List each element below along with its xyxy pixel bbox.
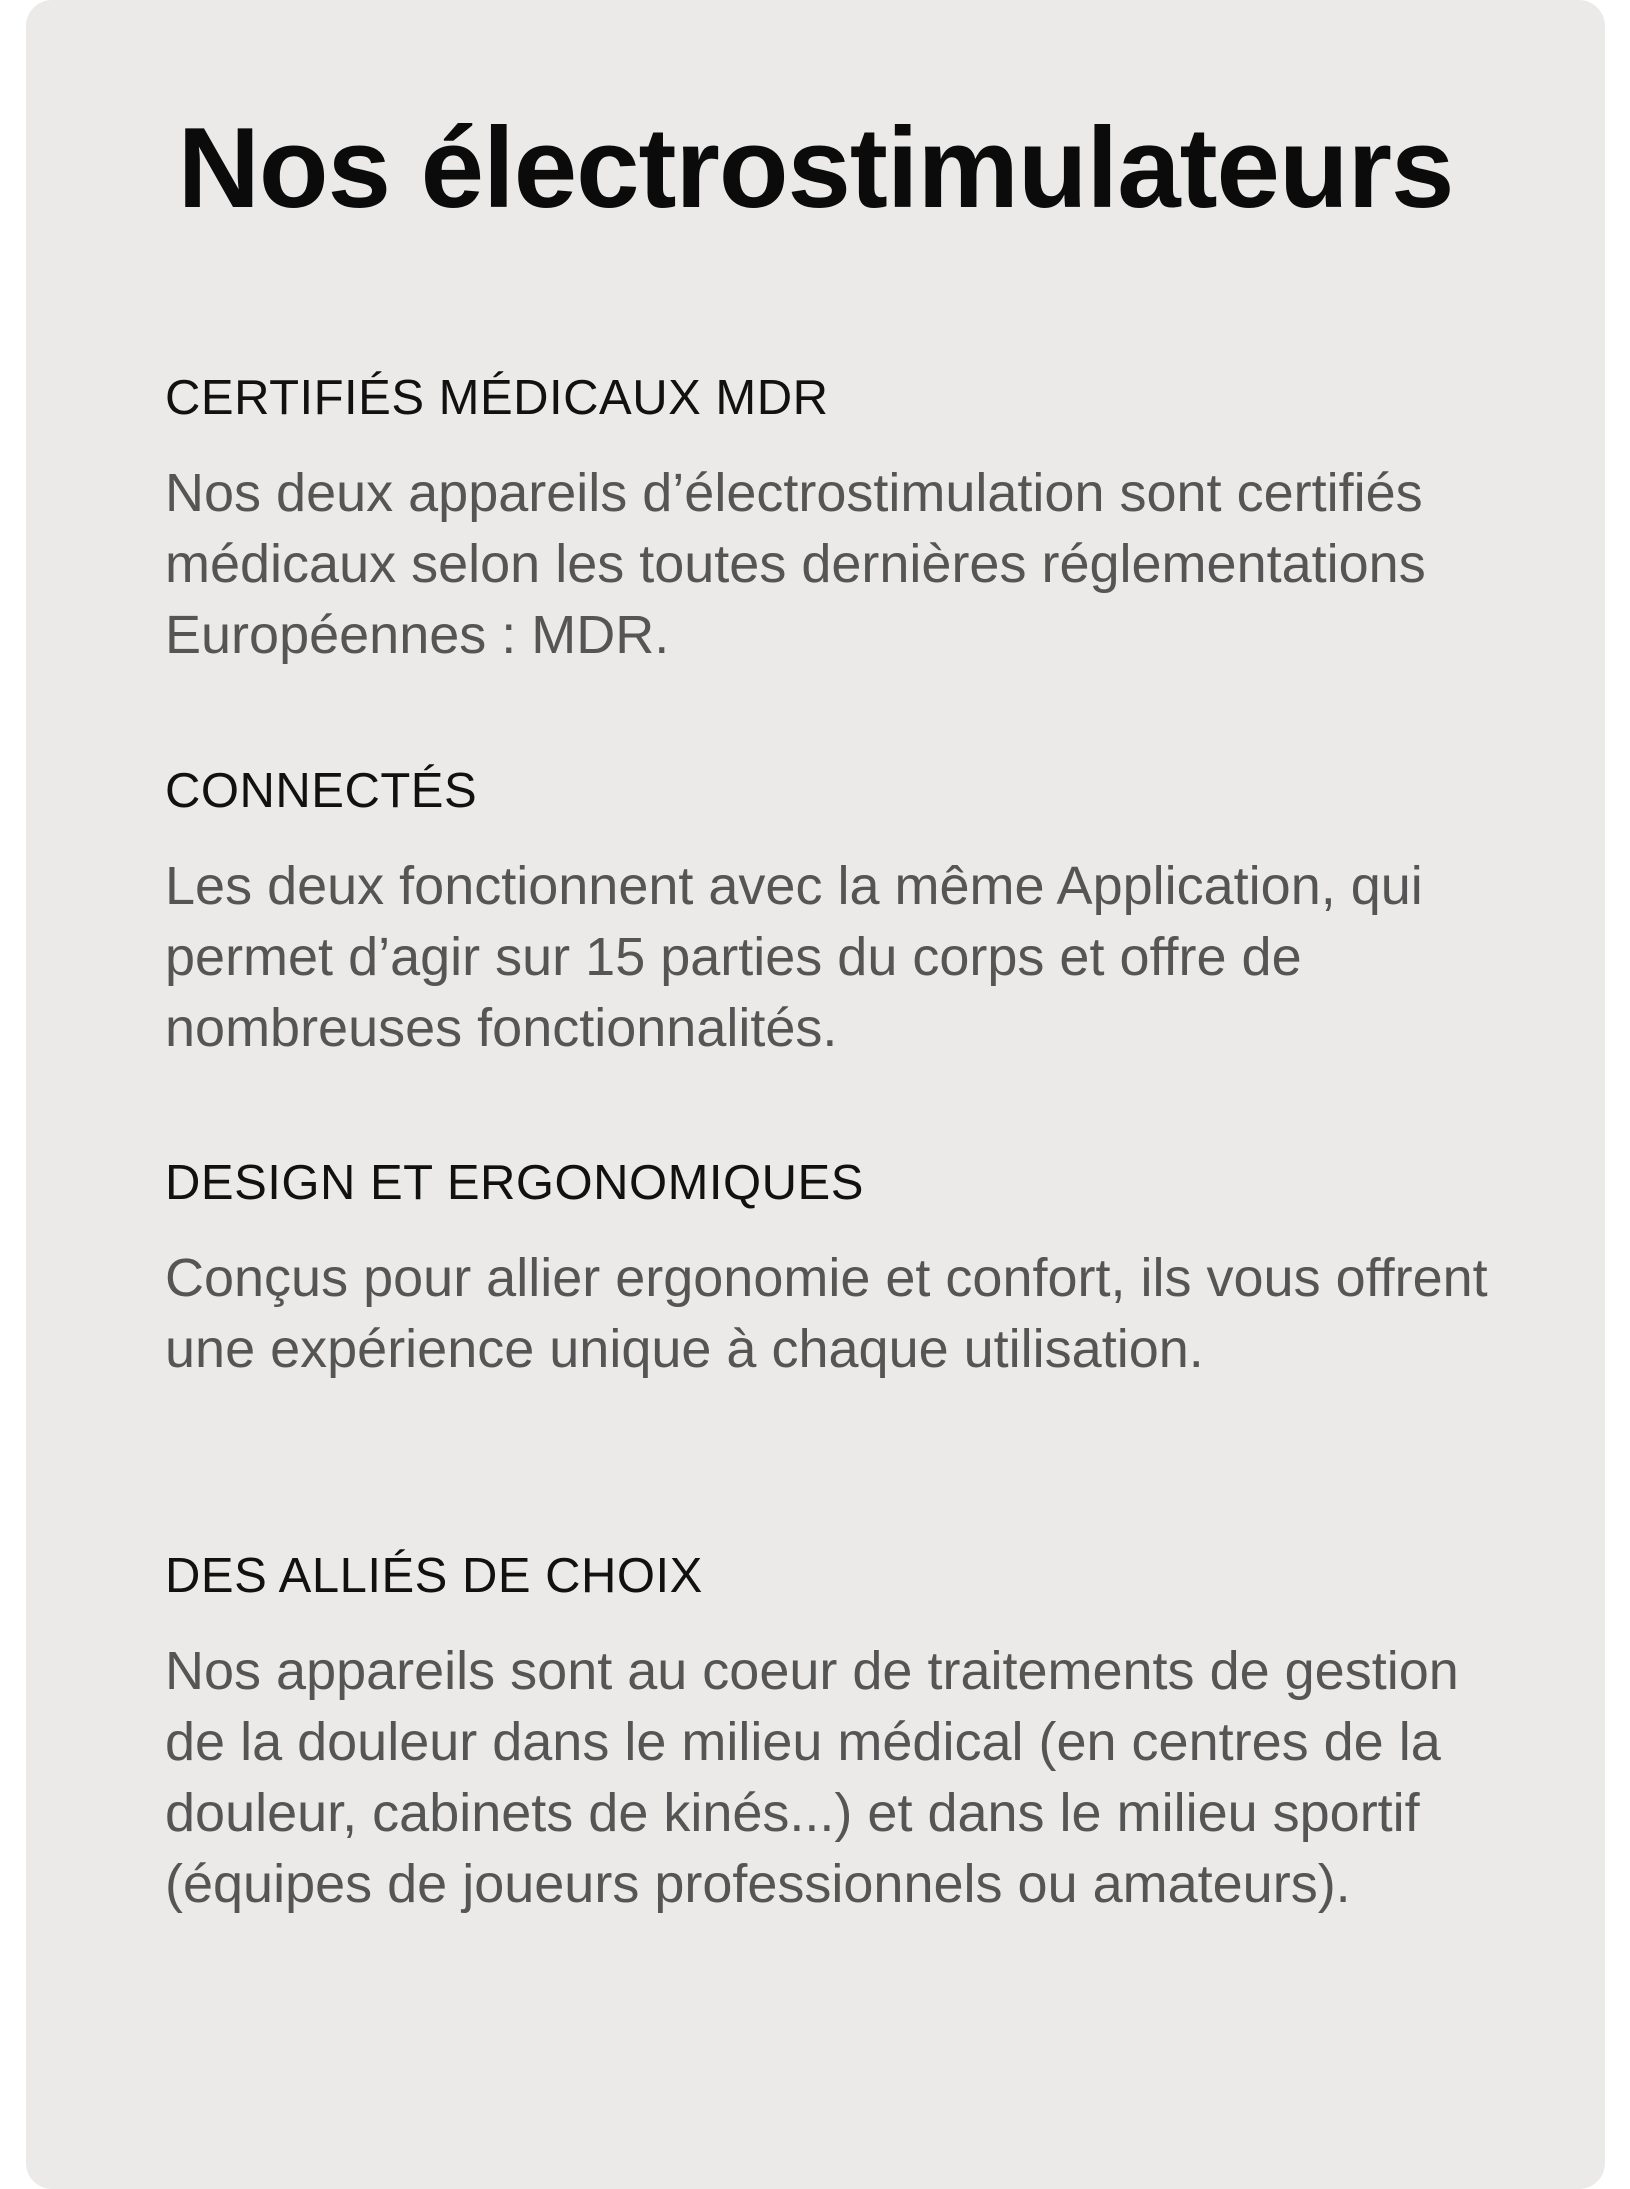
section-heading: DESIGN ET ERGONOMIQUES	[165, 1156, 864, 1210]
section-text: Nos deux appareils d’électrostimulation sont certifiés médicaux selon les toutes dernières réglementations Européennes : MDR.	[165, 463, 1426, 665]
page-title: Nos électrostimulateurs	[177, 105, 1454, 232]
section-heading: CONNECTÉS	[165, 764, 478, 818]
section-text: Les deux fonctionnent avec la même Application, qui permet d’agir sur 15 parties du corps et offre de nombreuses fonctionnalités.	[165, 856, 1423, 1058]
section-design	[165, 1153, 1505, 1385]
section-allies	[165, 1546, 1505, 1920]
section-certified	[165, 368, 1505, 671]
section-text: Conçus pour allier ergonomie et confort, ils vous offrent une expérience unique à chaque utilisation.	[165, 1248, 1488, 1379]
section-heading: DES ALLIÉS DE CHOIX	[165, 1549, 703, 1603]
info-card	[26, 0, 1605, 2189]
section-connected	[165, 761, 1505, 1064]
section-text: Nos appareils sont au coeur de traitements de gestion de la douleur dans le milieu médical (en centres de la douleur, cabinets de kinés...) et dans le milieu sportif (équipes de joueurs professionnels ou amateurs).	[165, 1641, 1459, 1914]
section-heading: CERTIFIÉS MÉDICAUX MDR	[165, 371, 829, 425]
